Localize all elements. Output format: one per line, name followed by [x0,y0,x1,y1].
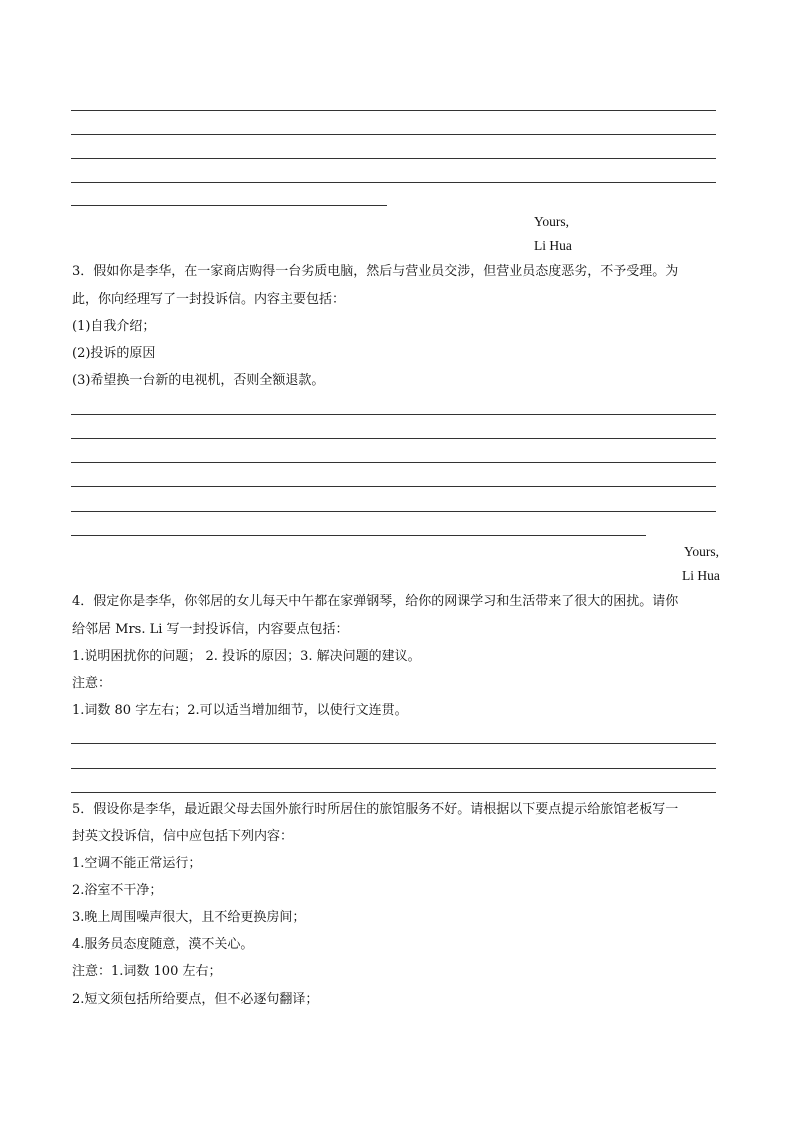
writing-line [71,792,716,793]
signature-closing: Yours, [534,214,570,229]
writing-line [71,158,716,159]
writing-line [71,205,387,206]
question-3-point: (3)希望换一台新的电视机，否则全额退款。 [72,373,325,388]
writing-line [71,743,716,744]
writing-line [71,182,716,183]
writing-line [71,462,716,463]
question-5-point: 1.空调不能正常运行； [72,856,202,871]
writing-line [71,438,716,439]
question-4-prompt: 4．假定你是李华，你邻居的女儿每天中午都在家弹钢琴，给你的网课学习和生活带来了很大的困扰。请你 [72,594,679,609]
question-3-point: (2)投诉的原因 [72,346,156,361]
question-5-point: 3.晚上周围噪声很大，且不给更换房间； [72,910,306,925]
writing-line [71,110,716,111]
question-4-note: 1.词数 80 字左右；2.可以适当增加细节，以使行文连贯。 [72,703,408,718]
question-5-prompt: 封英文投诉信，信中应包括下列内容： [72,829,294,844]
question-4-points: 1.说明困扰你的问题； 2. 投诉的原因；3. 解决问题的建议。 [72,649,421,664]
question-3-prompt: 此，你向经理写了一封投诉信。内容主要包括： [72,292,346,307]
writing-line [71,511,716,512]
question-5-prompt: 5．假设你是李华，最近跟父母去国外旅行时所居住的旅馆服务不好。请根据以下要点提示给旅馆老板写一 [72,802,679,817]
signature-name: Li Hua [682,568,720,583]
question-3-point: (1)自我介绍； [72,319,156,334]
writing-line [71,134,716,135]
question-5-note: 注意：1.词数 100 左右； [72,964,222,979]
question-5-note: 2.短文须包括所给要点，但不必逐句翻译； [72,992,319,1007]
question-4-prompt: 给邻居 Mrs. Li 写一封投诉信，内容要点包括： [72,622,349,637]
writing-line [71,414,716,415]
writing-line [71,768,716,769]
question-5-point: 4.服务员态度随意，漠不关心。 [72,937,254,952]
writing-line [71,535,646,536]
signature-closing: Yours, [684,544,720,559]
question-3-prompt: 3．假如你是李华，在一家商店购得一台劣质电脑，然后与营业员交涉，但营业员态度恶劣，不予受理。为 [72,264,679,279]
signature-name: Li Hua [534,238,572,253]
writing-line [71,486,716,487]
question-5-point: 2.浴室不干净； [72,883,163,898]
question-4-note-label: 注意： [72,676,112,691]
